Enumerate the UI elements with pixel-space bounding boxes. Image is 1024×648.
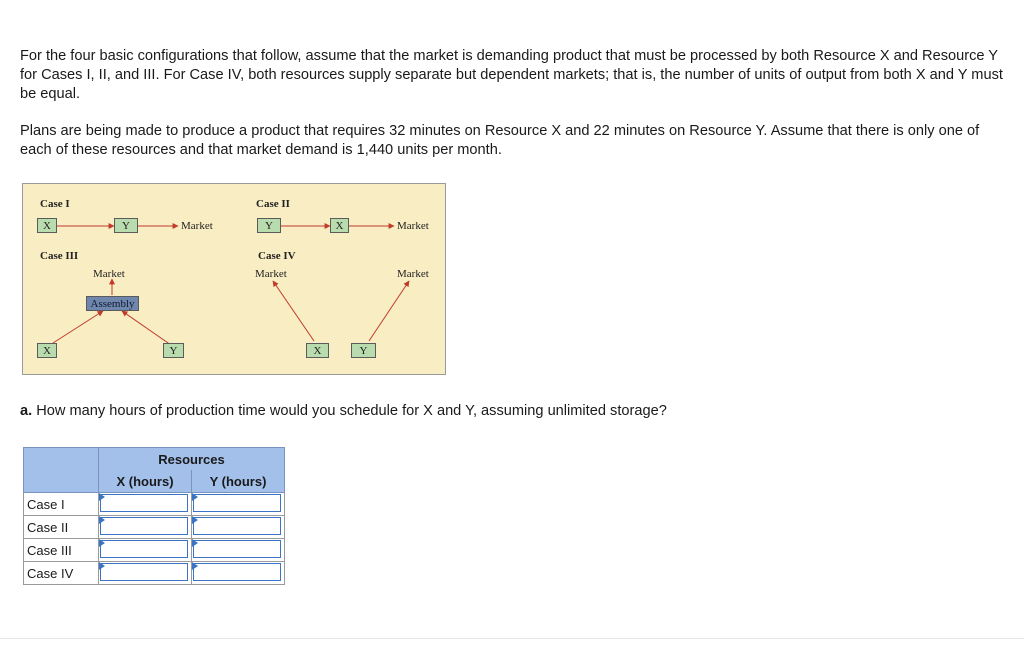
case3-title: Case III (40, 250, 79, 262)
case3-arrow-y-to-assembly (122, 311, 171, 345)
cell-case2-x (99, 516, 192, 539)
case2-resource-x (330, 218, 349, 233)
case3-assembly-label: Assembly (90, 298, 135, 310)
cell-case3-y (192, 539, 285, 562)
case3-x-hours-input[interactable] (100, 540, 188, 558)
intro-paragraph-2: Plans are being made to produce a product that requires 32 minutes on Resource X and 22 minutes on Resource Y. Assume that there is only one of each of these resources and that market demand is 1,440 units per month. (20, 123, 980, 158)
case1-x-hours-input[interactable] (100, 494, 188, 512)
case4-arrow-y-to-market (369, 281, 409, 341)
case1-resource-x-label: X (43, 220, 51, 232)
case2-title: Case II (256, 198, 290, 210)
cell-case1-y (192, 493, 285, 516)
cell-case1-x (99, 493, 192, 516)
case4-resource-x (306, 343, 329, 358)
case3-y-hours-input[interactable] (193, 540, 281, 558)
cell-case2-y (192, 516, 285, 539)
case3-market: Market (93, 268, 125, 280)
case4-y-hours-input[interactable] (193, 563, 281, 581)
col-header-x: X (hours) (99, 470, 192, 493)
table-column-header-row (24, 470, 285, 493)
question-text: How many hours of production time would you schedule for X and Y, assuming unlimited storage? (32, 403, 667, 419)
bottom-divider (0, 638, 1024, 639)
diagram-arrows (23, 184, 447, 376)
row-label-case1: Case I (24, 493, 99, 516)
question-a (20, 402, 667, 421)
case1-resource-x (37, 218, 57, 233)
configuration-diagram (22, 183, 446, 375)
resources-header: Resources (99, 448, 285, 471)
case1-y-hours-input[interactable] (193, 494, 281, 512)
case4-x-hours-input[interactable] (100, 563, 188, 581)
cell-case4-x (99, 562, 192, 585)
case1-market: Market (181, 220, 213, 232)
table-corner-bottom (24, 470, 99, 493)
cell-case4-y (192, 562, 285, 585)
case3-resource-x (37, 343, 57, 358)
case3-resource-x-label: X (43, 345, 51, 357)
case1-resource-y-label: Y (122, 220, 130, 232)
table-row (24, 493, 285, 516)
table-group-header-row (24, 448, 285, 471)
table-row (24, 539, 285, 562)
case4-resource-y (351, 343, 376, 358)
case2-market: Market (397, 220, 429, 232)
case3-resource-y (163, 343, 184, 358)
case2-resource-y (257, 218, 281, 233)
case4-resource-x-label: X (313, 345, 322, 357)
case2-resource-x-label: X (335, 220, 344, 232)
case3-assembly (86, 296, 139, 311)
case4-market-right: Market (397, 268, 429, 280)
case1-resource-y (114, 218, 138, 233)
case4-arrow-x-to-market (273, 281, 314, 341)
question-prefix: a. (20, 403, 33, 419)
row-label-case2: Case II (24, 516, 99, 539)
case1-title: Case I (40, 198, 70, 210)
cell-case3-x (99, 539, 192, 562)
case2-y-hours-input[interactable] (193, 517, 281, 535)
table-row (24, 562, 285, 585)
row-label-case4: Case IV (24, 562, 99, 585)
case4-resource-y-label: Y (359, 345, 368, 357)
case4-market-left: Market (255, 268, 287, 280)
case3-arrow-x-to-assembly (53, 311, 103, 343)
intro-paragraph-1: For the four basic configurations that follow, assume that the market is demanding product that must be processed by both Resource X and Resource Y for Cases I, II, and III. For Case IV, both resources supply separate but dependent markets; that is, the number of units of output from both X and Y must be equal. (20, 48, 1003, 102)
row-label-case3: Case III (24, 539, 99, 562)
case3-resource-y-label: Y (169, 345, 178, 357)
table-corner-top (24, 448, 99, 471)
resources-table (23, 447, 285, 585)
col-header-y: Y (hours) (192, 470, 285, 493)
case4-title: Case IV (258, 250, 296, 262)
table-row (24, 516, 285, 539)
case2-x-hours-input[interactable] (100, 517, 188, 535)
case2-resource-y-label: Y (265, 220, 273, 232)
